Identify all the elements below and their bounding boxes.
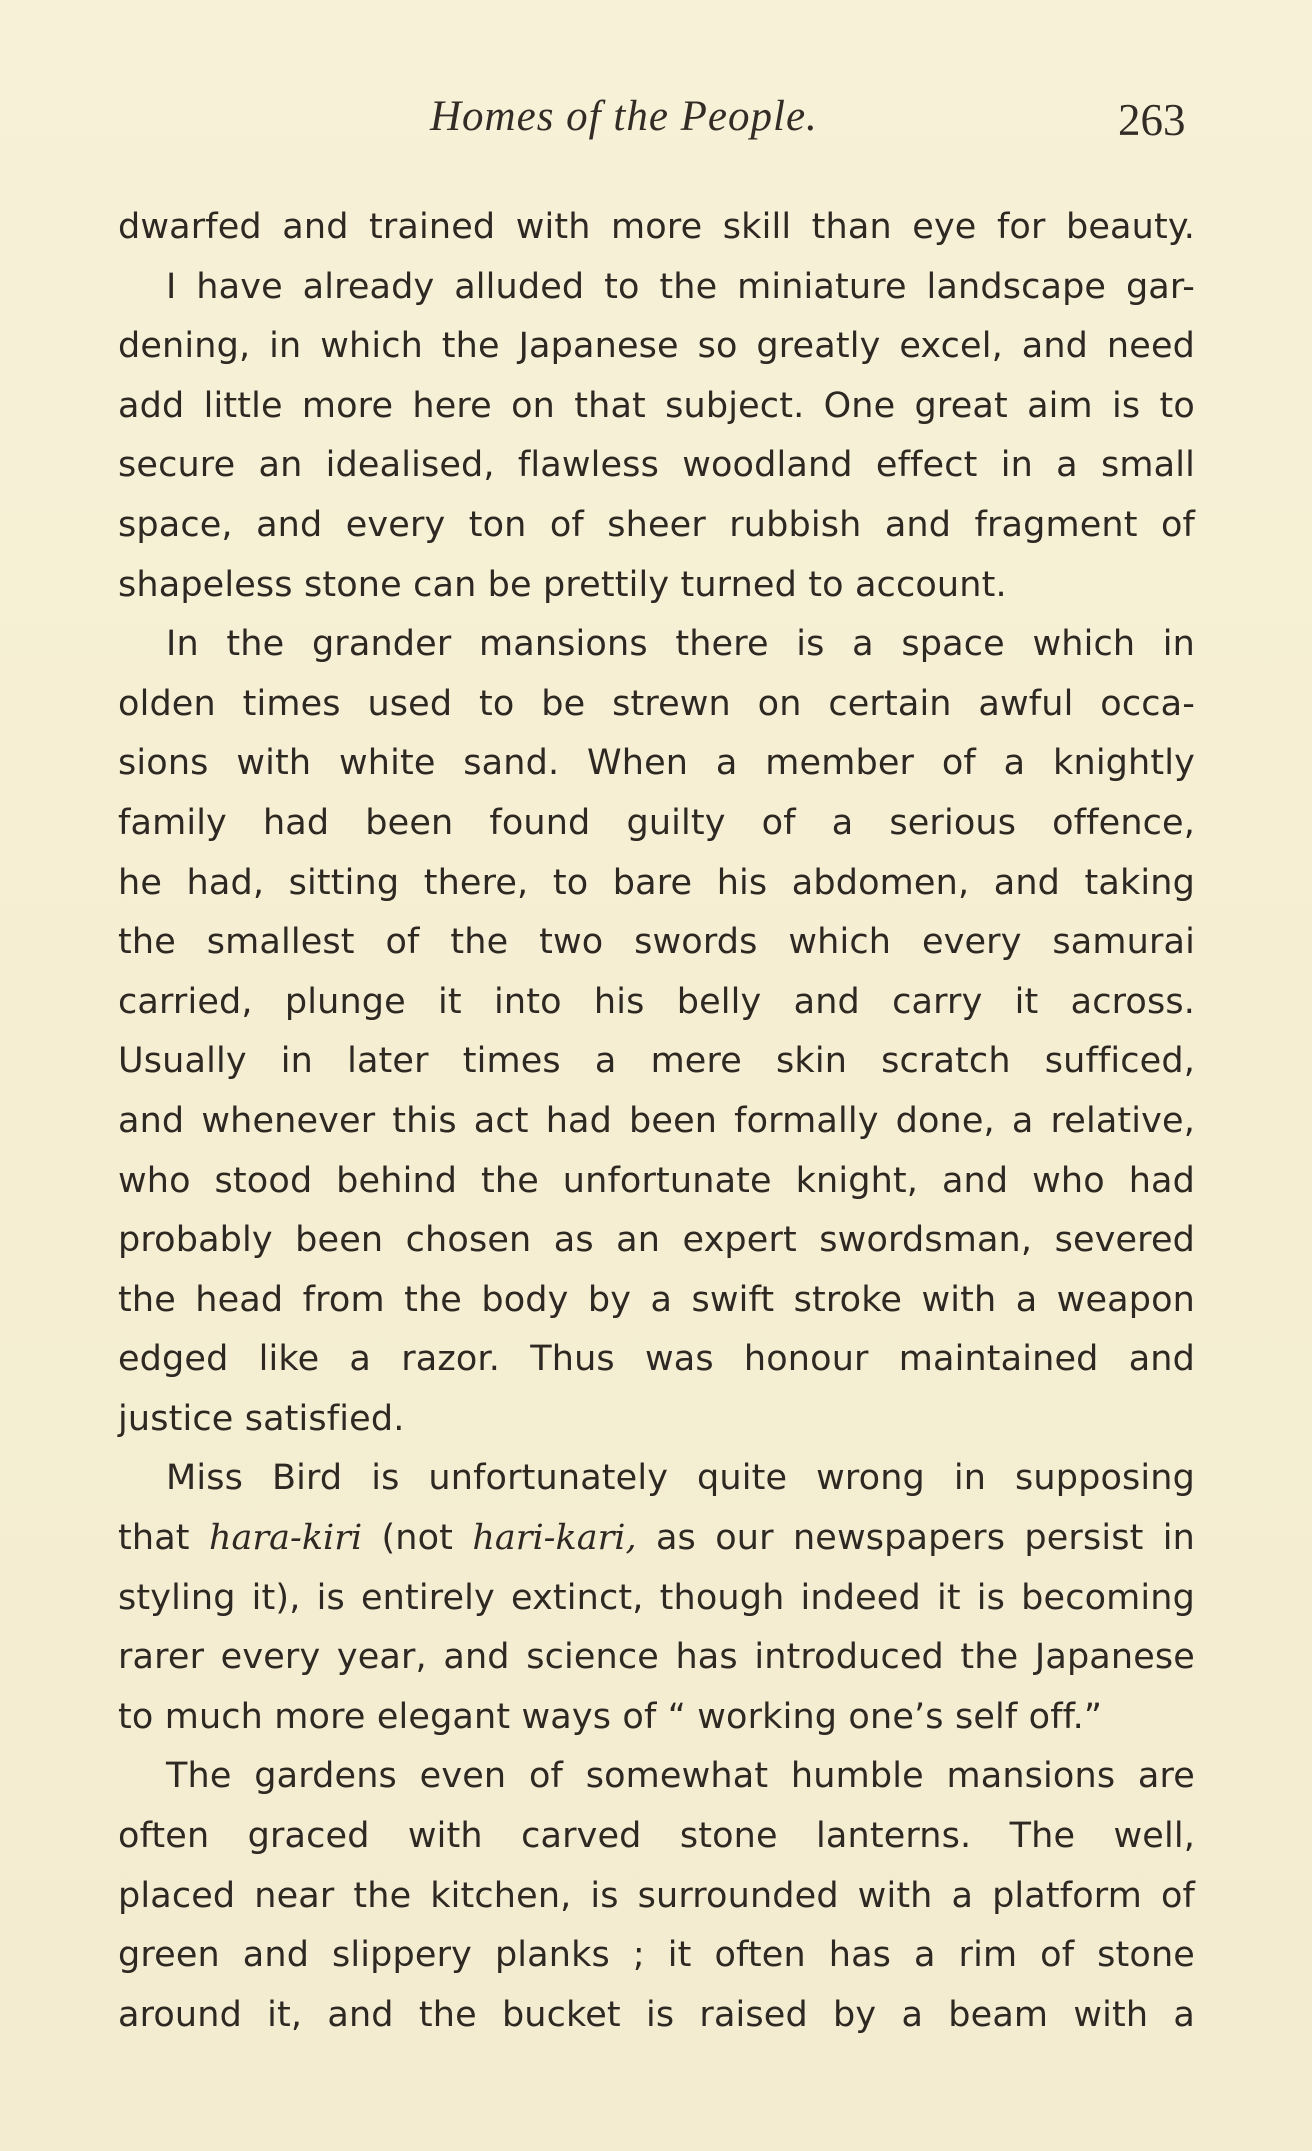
text-line: carried, plunge it into his belly and carry it across. — [118, 981, 1195, 1022]
text-line: placed near the kitchen, is surrounded with a platform of — [118, 1875, 1195, 1916]
text-line: and whenever this act had been formally done, a relative, — [118, 1100, 1195, 1141]
text-line-mixed — [118, 1509, 1195, 1569]
page-number: 263 — [1118, 95, 1186, 145]
text-line: probably been chosen as an expert swordsman, severed — [118, 1220, 1195, 1261]
text-line: olden times used to be strewn on certain awful occa- — [118, 683, 1195, 724]
text-line: the head from the body by a swift stroke with a weapon — [118, 1279, 1195, 1320]
text-line: often graced with carved stone lanterns. The well, — [118, 1816, 1195, 1857]
text-line: he had, sitting there, to bare his abdomen, and taking — [118, 862, 1195, 903]
text-line: Usually in later times a mere skin scratch sufficed, — [118, 1041, 1195, 1082]
body-text — [118, 198, 1195, 2045]
text-line: In the grander mansions there is a space which in — [166, 624, 1195, 665]
text-line: dening, in which the Japanese so greatly excel, and need — [118, 326, 1195, 367]
text-segment: (not — [362, 1518, 473, 1559]
text-segment: as our newspapers persist in — [636, 1518, 1195, 1559]
text-line: The gardens even of somewhat humble mansions are — [166, 1756, 1195, 1797]
text-line: add little more here on that subject. One great aim is to — [118, 385, 1195, 426]
text-line: justice satisfied. — [118, 1398, 405, 1439]
italic-term-hari-kari: hari-kari, — [472, 1518, 637, 1559]
page-header — [0, 92, 1312, 152]
text-line: the smallest of the two swords which every samurai — [118, 922, 1195, 963]
running-title: Homes of the People. — [430, 93, 818, 140]
text-line: styling it), is entirely extinct, though indeed it is becoming — [118, 1577, 1195, 1618]
text-line: to much more elegant ways of “ working one’s self off.” — [118, 1696, 1103, 1737]
text-line: shapeless stone can be prettily turned to account. — [118, 564, 1007, 605]
text-line: secure an idealised, flawless woodland effect in a small — [118, 445, 1195, 486]
text-line: space, and every ton of sheer rubbish and fragment of — [118, 504, 1195, 545]
text-line: I have already alluded to the miniature landscape gar- — [166, 266, 1195, 307]
text-line: green and slippery planks ; it often has a rim of stone — [118, 1935, 1195, 1976]
text-line: Miss Bird is unfortunately quite wrong in supposing — [166, 1458, 1195, 1499]
text-line: edged like a razor. Thus was honour maintained and — [118, 1339, 1195, 1380]
text-line: rarer every year, and science has introduced the Japanese — [118, 1637, 1195, 1678]
text-segment: that — [118, 1518, 209, 1559]
text-line: sions with white sand. When a member of a knightly — [118, 743, 1195, 784]
text-line: around it, and the bucket is raised by a beam with a — [118, 1994, 1195, 2035]
text-line: who stood behind the unfortunate knight, and who had — [118, 1160, 1195, 1201]
italic-term-hara-kiri: hara-kiri — [208, 1518, 363, 1559]
text-line: dwarfed and trained with more skill than eye for beauty. — [118, 207, 1195, 247]
text-line: family had been found guilty of a serious offence, — [118, 802, 1195, 843]
